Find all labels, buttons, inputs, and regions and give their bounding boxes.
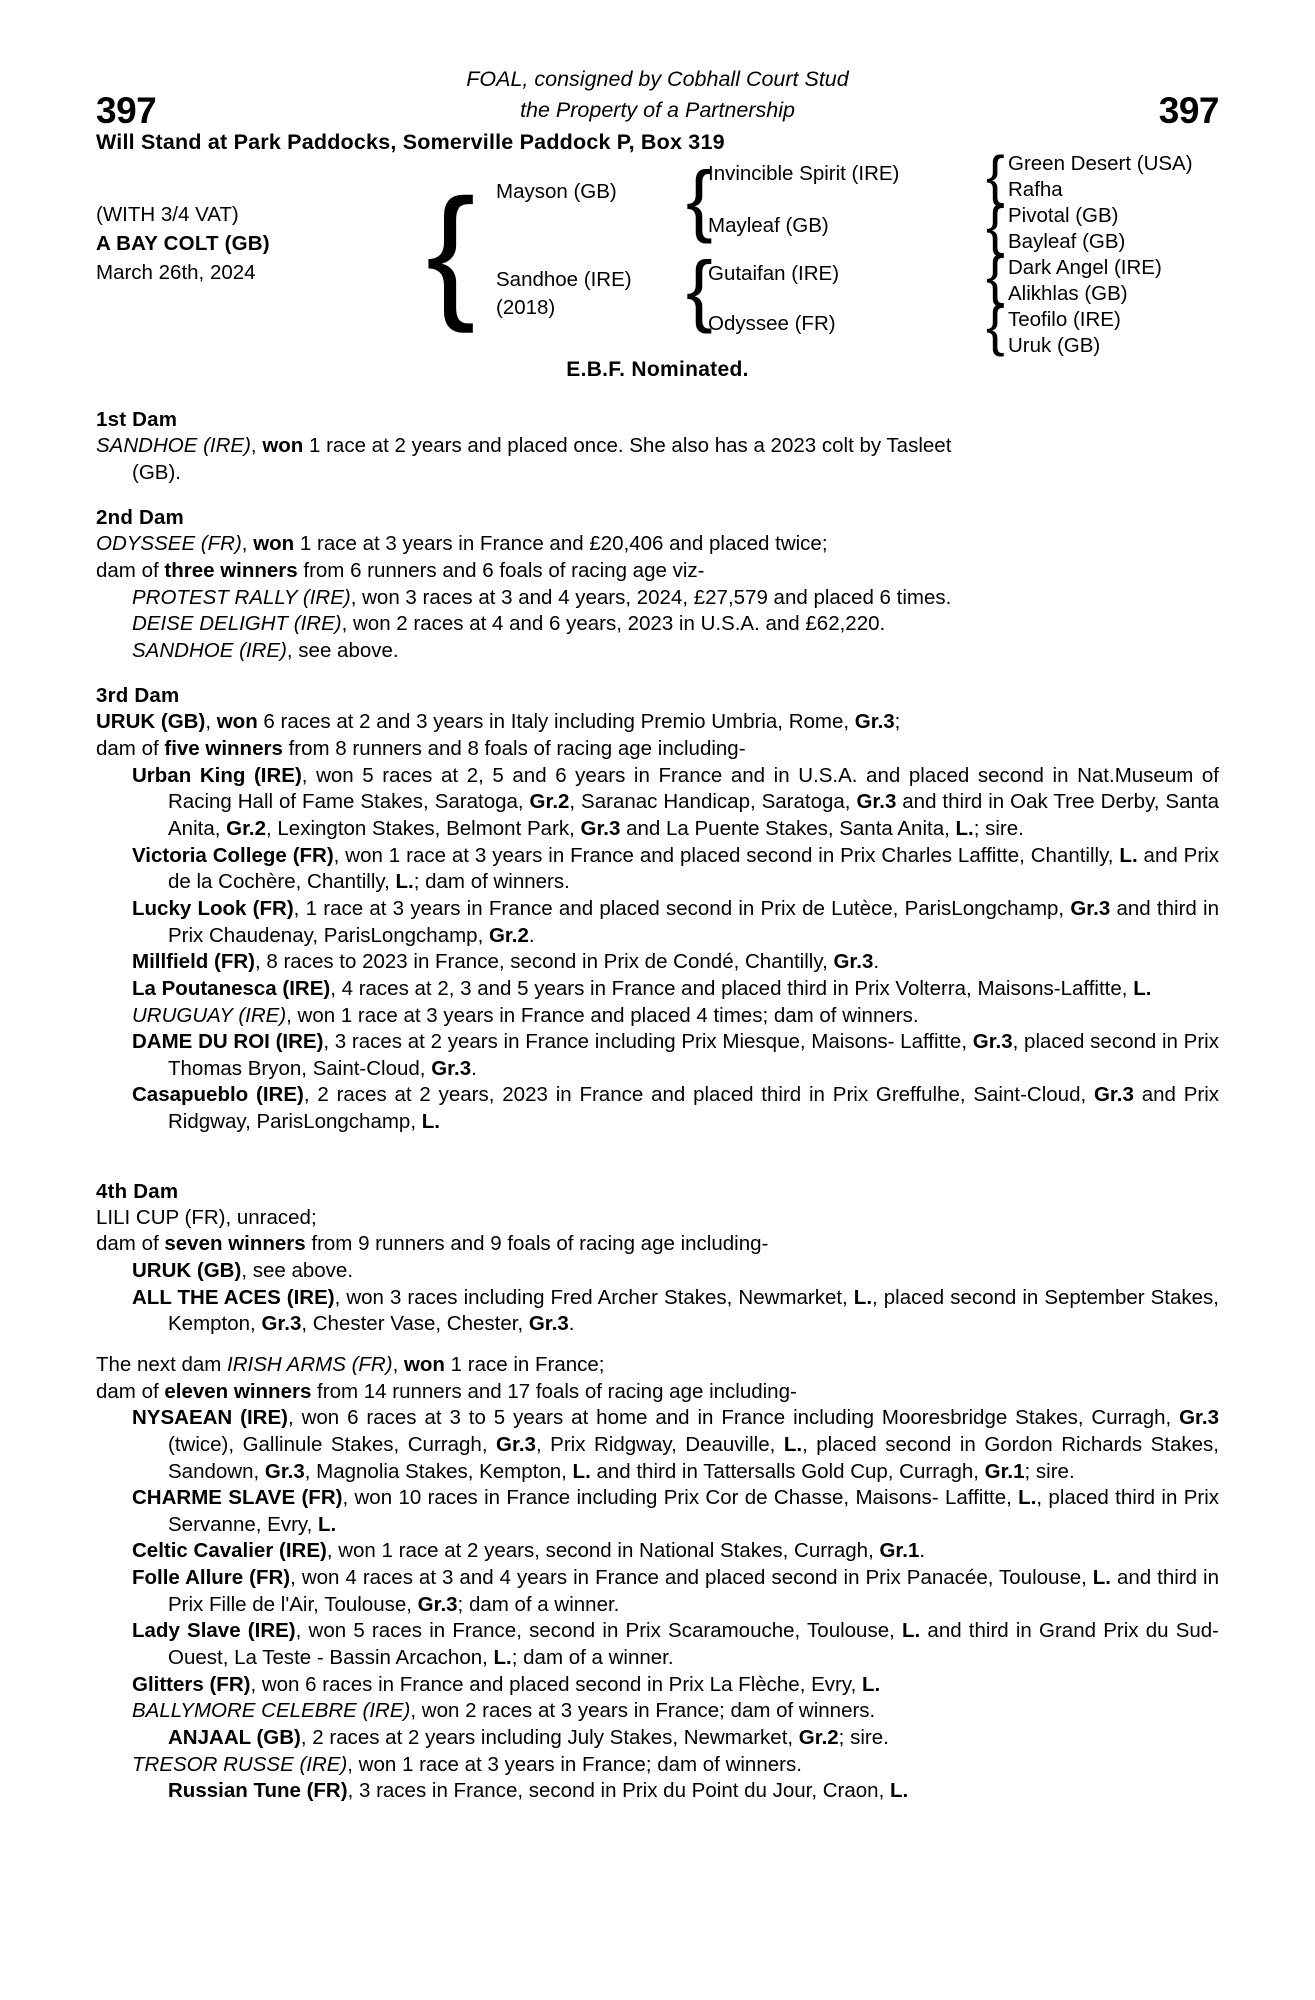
third-dam-rest: 6 races at 2 and 3 years in Italy including Premio Umbria, Rome, [257, 710, 855, 734]
next-damof-pre: dam of [96, 1379, 165, 1403]
progeny-entry [96, 763, 1219, 843]
progeny-text: , won 2 races at 4 and 6 years, 2023 in U.S.A. and £62,220. [341, 612, 886, 636]
progeny-text: , won 6 races in France and placed second in Prix La Flèche, Evry, L. [250, 1672, 881, 1696]
third-dam-comma: , [205, 710, 217, 734]
first-dam-text-cont: (GB). [132, 460, 181, 484]
fourth-dam-progeny-list [96, 1258, 1219, 1338]
second-dam-progeny-2 [96, 611, 1219, 638]
next-dam-rest: 1 race in France; [444, 1352, 605, 1376]
next-dam-won: won [403, 1352, 445, 1376]
vat-note: (WITH 3/4 VAT) [96, 203, 239, 226]
lot-number-left: 397 [96, 90, 157, 131]
progeny-name: ANJAAL (GB) [168, 1725, 301, 1749]
gen3-1: Green Desert (USA) [1008, 152, 1193, 175]
gen3-4: Bayleaf (GB) [1008, 230, 1126, 253]
second-damof-count: three winners [164, 558, 298, 582]
fourth-dam-text: LILI CUP (FR), unraced; [96, 1205, 317, 1229]
fourth-dam-damof [96, 1231, 1219, 1258]
progeny-name: Folle Allure (FR) [132, 1566, 291, 1590]
next-dam-pre: The next dam [96, 1352, 228, 1376]
subject-description: A BAY COLT (GB) [96, 232, 270, 256]
third-dam-heading: 3rd Dam [96, 684, 180, 708]
next-dam-progeny-list [96, 1405, 1219, 1805]
second-dam-progeny-3 [96, 638, 1219, 665]
ebf-note: E.B.F. Nominated. [566, 358, 749, 381]
third-dam-name: URUK (GB) [96, 710, 206, 734]
fourth-damof-post: from 9 runners and 9 foals of racing age including- [305, 1232, 769, 1256]
page-header [96, 56, 1219, 155]
stand-location-line: Will Stand at Park Paddocks, Somerville Paddock P, Box 319 [96, 130, 725, 155]
progeny-name: TRESOR RUSSE (IRE) [132, 1752, 348, 1776]
pedigree-table [96, 144, 1219, 362]
progeny-text: , 2 races at 2 years, 2023 in France and placed third in Prix Greffulhe, Saint-Cloud, Gr.3 and Prix Ridgway, ParisLongchamp, L. [168, 1083, 1220, 1134]
progeny-name: URUGUAY (IRE) [132, 1003, 287, 1027]
sire-name: Mayson (GB) [496, 180, 617, 203]
second-damof-pre: dam of [96, 558, 165, 582]
progeny-text: , won 5 races at 2, 5 and 6 years in France and in U.S.A. and placed second in Nat.Museum of Racing Hall of Fame Stakes, Saratoga, Gr.2, Saranac Handicap, Saratoga, Gr.3 and third in Oak Tree Derby, Santa Anita, Gr.2, Lexington Stakes, Belmont Park, Gr.3 and La Puente Stakes, Santa Anita, L.; sire. [168, 763, 1220, 841]
property-line: the Property of a Partnership [520, 98, 795, 123]
dam-name: Sandhoe (IRE) [496, 268, 632, 291]
first-dam-name: SANDHOE (IRE) [96, 434, 251, 457]
fourth-damof-count: seven winners [164, 1232, 306, 1256]
next-damof-count: eleven winners [164, 1379, 312, 1403]
first-dam-rest: 1 race at 2 years and placed once. She also has a 2023 colt by Tasleet [303, 434, 952, 457]
second-dam-rest: 1 race at 3 years in France and £20,406 and placed twice; [294, 532, 828, 556]
pedigree-brace-g3-1: { [986, 144, 1005, 207]
progeny-text: , see above. [286, 638, 399, 662]
progeny-entry [96, 1538, 1219, 1565]
progeny-entry [96, 1778, 1219, 1805]
progeny-name: DEISE DELIGHT (IRE) [132, 612, 342, 636]
sire-dam-name: Mayleaf (GB) [708, 214, 829, 237]
progeny-entry [96, 1698, 1219, 1725]
progeny-name: PROTEST RALLY (IRE) [132, 585, 351, 609]
progeny-entry [96, 976, 1219, 1003]
second-dam-won: won [253, 532, 295, 556]
third-dam-won: won [216, 710, 258, 734]
consignor-line: FOAL, consigned by Cobhall Court Stud [466, 67, 849, 91]
next-damof-post: from 14 runners and 17 foals of racing age including- [311, 1379, 797, 1403]
next-dam-damof [96, 1379, 1219, 1406]
third-damof-pre: dam of [96, 737, 165, 761]
progeny-entry [96, 843, 1219, 896]
second-damof-post: from 6 runners and 6 foals of racing age viz- [297, 558, 705, 582]
progeny-name: La Poutanesca (IRE) [132, 976, 331, 1000]
progeny-name: Urban King (IRE) [132, 763, 302, 787]
progeny-entry [96, 1672, 1219, 1699]
pedigree-brace-dam: { [686, 245, 713, 334]
lot-number-right: 397 [1158, 90, 1219, 131]
first-dam-heading: 1st Dam [96, 408, 178, 431]
progeny-text: , won 6 races at 3 to 5 years at home and in France including Mooresbridge Stakes, Curragh, Gr.3 (twice), Gallinule Stakes, Curragh, Gr.3, Prix Ridgway, Deauville, L., placed second in Gordon Richards Stakes, Sandown, Gr.3, Magnolia Stakes, Kempton, L. and third in Tattersalls Gold Cup, Curragh, Gr.1; sire. [168, 1406, 1219, 1483]
dam-dam-name: Odyssee (FR) [708, 312, 836, 335]
progeny-entry [96, 1285, 1219, 1338]
first-dam-comma: , [250, 434, 263, 457]
progeny-name: NYSAEAN (IRE) [132, 1406, 288, 1430]
progeny-name: Lucky Look (FR) [132, 896, 294, 920]
third-damof-post: from 8 runners and 8 foals of racing age including- [282, 737, 746, 761]
progeny-entry [96, 896, 1219, 949]
third-dam-progeny-list [96, 763, 1219, 1136]
progeny-name: DAME DU ROI (IRE) [132, 1030, 324, 1054]
progeny-text: , 1 race at 3 years in France and placed second in Prix de Lutèce, ParisLongchamp, Gr.3 and third in Prix Chaudenay, ParisLongchamp, Gr.2. [168, 896, 1219, 947]
third-dam-damof [96, 736, 1219, 763]
progeny-text: , won 4 races at 3 and 4 years in France and placed second in Prix Panacée, Toulouse, L. and third in Prix Fille de l'Air, Toulouse, Gr.3; dam of a winner. [168, 1566, 1220, 1616]
progeny-entry [96, 1485, 1219, 1538]
third-dam-text [96, 709, 1219, 736]
progeny-text: , won 1 race at 3 years in France and placed 4 times; dam of winners. [286, 1003, 919, 1027]
progeny-name: Lady Slave (IRE) [132, 1619, 296, 1643]
progeny-entry [96, 1029, 1219, 1082]
progeny-text: , won 10 races in France including Prix Cor de Chasse, Maisons- Laffitte, L., placed third in Prix Servanne, Evry, L. [168, 1486, 1219, 1536]
progeny-name: SANDHOE (IRE) [132, 638, 287, 662]
progeny-text: , 2 races at 2 years including July Stakes, Newmarket, Gr.2; sire. [300, 1725, 889, 1749]
progeny-entry [96, 1003, 1219, 1030]
progeny-text: , won 1 race at 3 years in France; dam of winners. [347, 1752, 802, 1776]
progeny-entry [96, 949, 1219, 976]
progeny-entry [96, 1082, 1219, 1135]
progeny-entry [96, 1725, 1219, 1752]
second-dam-text [96, 531, 1219, 558]
second-dam-comma: , [241, 532, 254, 556]
next-dam-comma: , [392, 1352, 404, 1376]
progeny-text: , won 5 races in France, second in Prix Scaramouche, Toulouse, L. and third in Grand Prix du Sud-Ouest, La Teste - Bassin Arcachon, L.; dam of a winner. [168, 1619, 1219, 1669]
progeny-text: , won 1 race at 3 years in France and placed second in Prix Charles Laffitte, Chantilly, L. and Prix de la Cochère, Chantilly, L.; dam of winners. [168, 843, 1219, 894]
progeny-text: , 8 races to 2023 in France, second in Prix de Condé, Chantilly, Gr.3. [254, 950, 880, 974]
gen3-5: Dark Angel (IRE) [1008, 256, 1162, 279]
pedigree-brace-g3-4: { [986, 294, 1005, 357]
progeny-name: Glitters (FR) [132, 1672, 251, 1696]
progeny-text: , see above. [241, 1259, 354, 1283]
progeny-text: , won 2 races at 3 years in France; dam of winners. [410, 1699, 876, 1723]
progeny-text: , won 1 race at 2 years, second in National Stakes, Curragh, Gr.1. [326, 1539, 926, 1563]
fourth-dam-heading: 4th Dam [96, 1179, 179, 1203]
progeny-entry [96, 1565, 1219, 1618]
progeny-entry [96, 1618, 1219, 1671]
progeny-name: URUK (GB) [132, 1259, 242, 1283]
consignor-block [96, 56, 1219, 126]
foaling-date: March 26th, 2024 [96, 261, 256, 285]
first-dam-won: won [262, 434, 304, 457]
fourth-damof-pre: dam of [96, 1232, 165, 1256]
progeny-text: , 3 races at 2 years in France including Prix Miesque, Maisons- Laffitte, Gr.3, placed second in Prix Thomas Bryon, Saint-Cloud, Gr.3. [168, 1030, 1219, 1080]
progeny-text: , 4 races at 2, 3 and 5 years in France and placed third in Prix Volterra, Maisons-Laffitte, L. [330, 976, 1152, 1000]
pedigree-subject-block [96, 200, 270, 287]
progeny-text: , 3 races in France, second in Prix du Point du Jour, Craon, L. [347, 1779, 909, 1803]
progeny-name: Millfield (FR) [132, 950, 255, 974]
progeny-name: Casapueblo (IRE) [132, 1083, 304, 1107]
pedigree-brace-outer: { [426, 169, 476, 334]
progeny-name: ALL THE ACES (IRE) [132, 1285, 335, 1309]
progeny-name: CHARME SLAVE (FR) [132, 1486, 343, 1510]
third-dam-grade: Gr.3 [854, 710, 895, 734]
pedigree-brace-g3-2: { [986, 194, 1005, 257]
sire-sire-name: Invincible Spirit (IRE) [708, 162, 900, 185]
pedigree-brace-sire: { [686, 155, 713, 244]
dam-year: (2018) [496, 296, 556, 319]
first-dam-text [96, 433, 1219, 460]
second-dam-heading: 2nd Dam [96, 506, 184, 530]
dam-sire-name: Gutaifan (IRE) [708, 262, 840, 285]
gen3-6: Alikhlas (GB) [1008, 282, 1128, 305]
gen3-7: Teofilo (IRE) [1008, 308, 1121, 331]
next-dam-name: IRISH ARMS (FR) [227, 1352, 393, 1376]
pedigree-brace-g3-3: { [986, 244, 1005, 307]
second-dam-progeny-1 [96, 585, 1219, 612]
progeny-entry [96, 1752, 1219, 1779]
third-dam-rest-end: ; [894, 710, 901, 734]
second-dam-name: ODYSSEE (FR) [96, 532, 242, 556]
progeny-text: , won 3 races including Fred Archer Stakes, Newmarket, L., placed second in September Stakes, Kempton, Gr.3, Chester Vase, Chester, Gr.3. [168, 1285, 1219, 1336]
next-dam-text [96, 1352, 1219, 1379]
gen3-3: Pivotal (GB) [1008, 204, 1119, 227]
second-dam-damof [96, 558, 1219, 585]
gen3-8: Uruk (GB) [1008, 334, 1101, 357]
progeny-entry [96, 1405, 1219, 1485]
progeny-text: , won 3 races at 3 and 4 years, 2024, £27,579 and placed 6 times. [350, 585, 952, 609]
gen3-2: Rafha [1008, 178, 1063, 201]
progeny-name: Russian Tune (FR) [168, 1779, 348, 1803]
third-damof-count: five winners [164, 737, 283, 761]
progeny-entry [96, 1258, 1219, 1285]
progeny-name: Victoria College (FR) [132, 843, 334, 867]
progeny-name: BALLYMORE CELEBRE (IRE) [132, 1699, 411, 1723]
progeny-name: Celtic Cavalier (IRE) [132, 1539, 327, 1563]
